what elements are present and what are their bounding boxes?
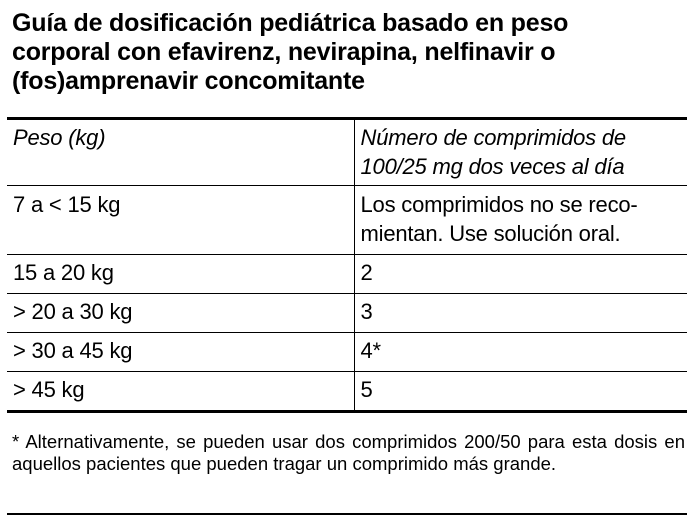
- cell-weight: 15 a 20 kg: [7, 255, 354, 294]
- dosing-table: [7, 117, 687, 413]
- dosing-table-container: [7, 117, 687, 413]
- header-dose-line-1: Número de comprimidos de: [360, 125, 626, 150]
- cell-dose: 5: [354, 372, 687, 412]
- cell-weight: > 30 a 45 kg: [7, 333, 354, 372]
- cell-weight: 7 a < 15 kg: [7, 186, 354, 255]
- header-weight: Peso (kg): [7, 119, 354, 186]
- cell-weight: > 45 kg: [7, 372, 354, 412]
- header-dose-line-2: 100/25 mg dos veces al día: [360, 154, 625, 179]
- title-line-2: corporal con efavirenz, nevirapina, nelfinavir o: [12, 38, 556, 66]
- cell-dose: 4*: [354, 333, 687, 372]
- cell-dose-line-1: Los comprimidos no se reco-: [360, 192, 638, 217]
- table-row: [7, 255, 687, 294]
- cell-dose-line-2: mientan. Use solución oral.: [360, 221, 621, 246]
- cell-dose: 2: [354, 255, 687, 294]
- table-row: [7, 294, 687, 333]
- cell-dose: 3: [354, 294, 687, 333]
- table-row: [7, 333, 687, 372]
- table-header-row: [7, 119, 687, 186]
- cell-weight: > 20 a 30 kg: [7, 294, 354, 333]
- table-row: [7, 186, 687, 255]
- table-row: [7, 372, 687, 412]
- title-line-1: Guía de dosificación pediátrica basado en peso: [12, 9, 569, 37]
- document-title: [12, 9, 687, 96]
- bottom-divider: [7, 513, 687, 515]
- cell-dose: [354, 186, 687, 255]
- header-dose: [354, 119, 687, 186]
- title-line-3: (fos)amprenavir concomitante: [12, 67, 365, 95]
- footnote: * Alternativamente, se pueden usar dos comprimidos 200/50 para esta dosis en aquellos pacientes que pueden tragar un comprimido más grande.: [12, 431, 685, 474]
